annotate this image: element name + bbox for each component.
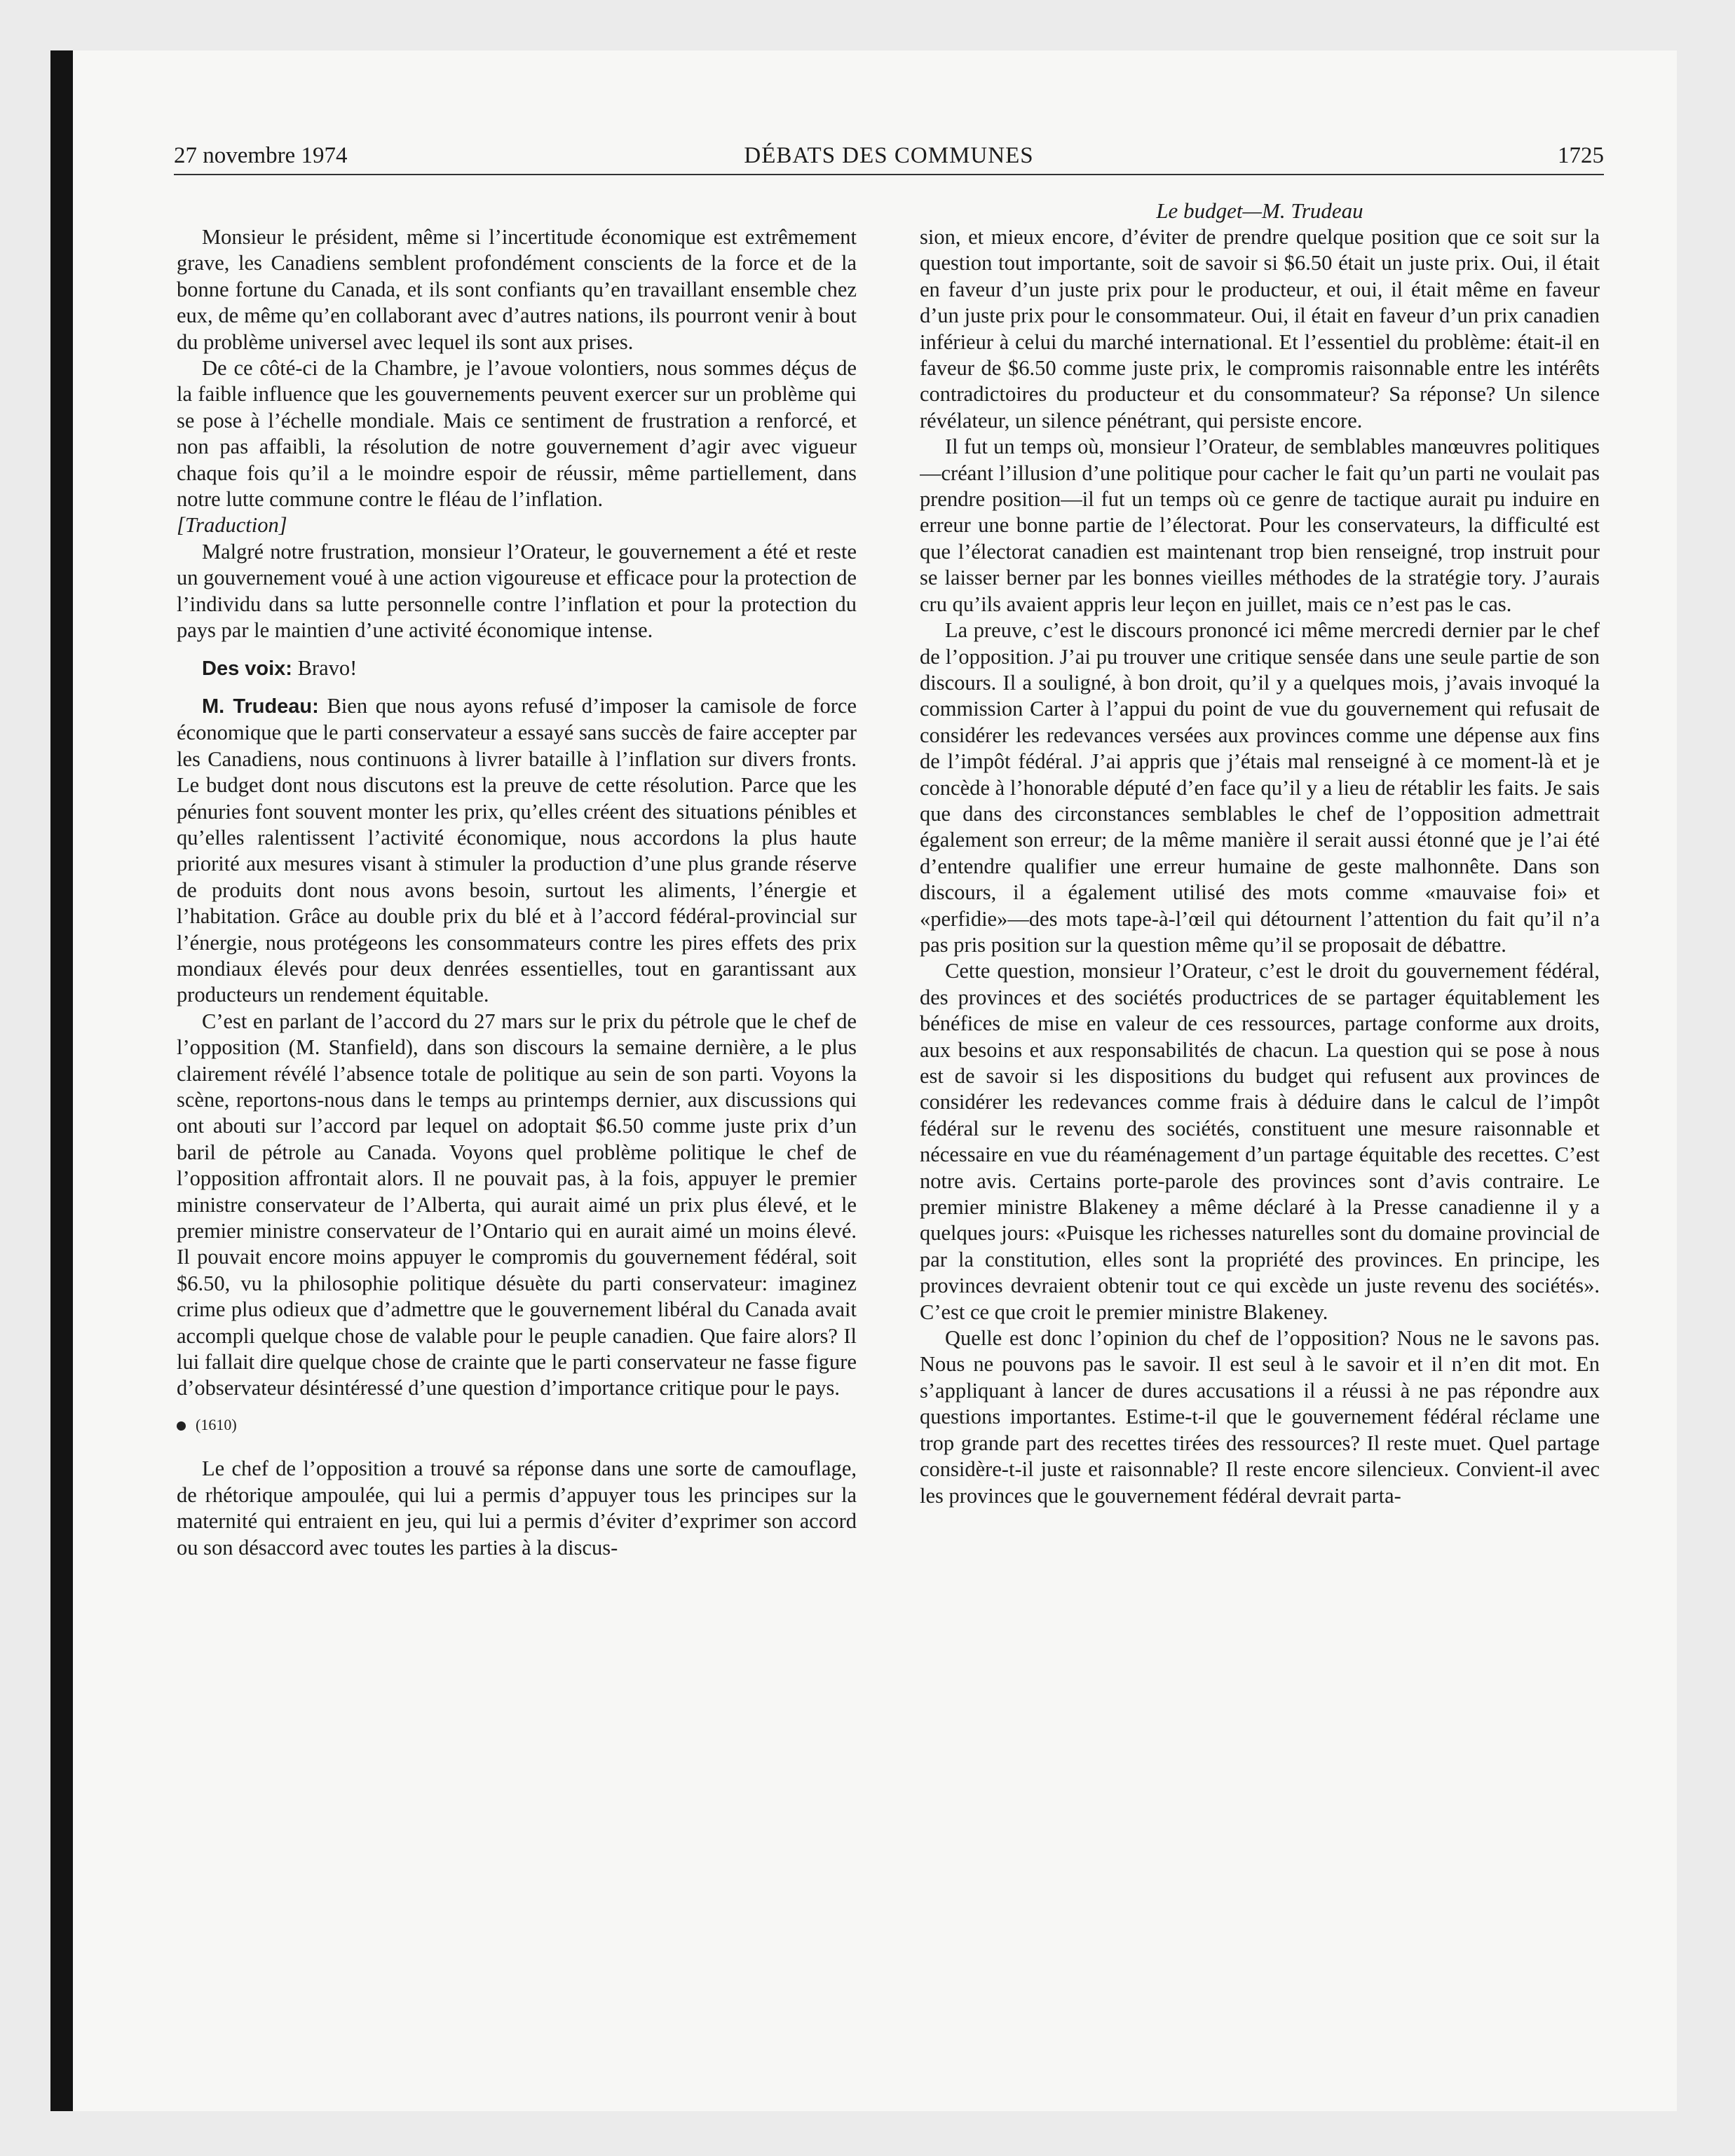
speech-paragraph (177, 693, 857, 1009)
header-title: DÉBATS DES COMMUNES (744, 143, 1034, 168)
interjection (177, 655, 857, 682)
paragraph: Malgré notre frustration, monsieur l’Orateur, le gouvernement a été et reste un gouvernement voué à une action vigoureuse et efficace pour la protection de l’individu dans sa lutte personnelle contre l’inflation et pour la protection du pays par le maintien d’une activité économique intense. (177, 539, 857, 643)
header-date: 27 novembre 1974 (174, 143, 348, 168)
paragraph: De ce côté-ci de la Chambre, je l’avoue volontiers, nous sommes déçus de la faible influence que les gouvernements peuvent exercer sur un problème qui se pose à l’échelle mondiale. Mais ce sentiment de frustration a renforcé, et non pas affaibli, la résolution de notre gouvernement d’agir avec vigueur chaque fois qu’il a le moindre espoir de réussir, même partiellement, dans notre lutte commune contre le fléau de l’inflation. (177, 356, 857, 512)
paragraph: Monsieur le président, même si l’incertitude économique est extrêmement grave, les Canadiens semblent profondément conscients de la force et de la bonne fortune du Canada, et ils sont confiants qu’en travaillant ensemble chez eux, de même qu’en collaborant avec d’autres nations, ils pourront venir à bout du problème universel avec lequel ils sont aux prises. (177, 225, 857, 354)
paragraph: Cette question, monsieur l’Orateur, c’est le droit du gouvernement fédéral, des provinces et des sociétés productrices de se partager équitablement les bénéfices de mise en valeur de ces ressources, partage conforme aux droits, aux besoins et aux responsabilités de chacun. La question qui se pose à nous est de savoir si les dispositions du budget qui refusent aux provinces de considérer les redevances comme frais à déduire dans le calcul de l’impôt fédéral sur le revenu des sociétés, constituent une mesure raisonnable et nécessaire en vue du réaménagement d’un partage équitable des recettes. C’est notre avis. Certains porte-parole des provinces sont d’avis contraire. Le premier ministre Blakeney a même déclaré à la Presse canadienne il y a quelques jours: «Puisque les richesses naturelles sont du domaine provincial de par la constitution, elles sont la propriété des provinces. En principe, les provinces devraient obtenir tout ce qui excède un juste revenu des sociétés». C’est ce que croit le premier ministre Blakeney. (920, 959, 1600, 1324)
running-header (174, 137, 1604, 175)
interjection-text: Bravo! (297, 655, 358, 680)
binding-edge (50, 50, 73, 2111)
time-marker-text: (1610) (196, 1415, 237, 1433)
page-number: 1725 (1558, 143, 1604, 168)
paragraph: Quelle est donc l’opinion du chef de l’opposition? Nous ne le savons pas. Nous ne pouvons pas le savoir. Il est seul à le savoir et il n’en dit mot. En s’appliquant à lancer de dures accusations il a réussi à ne pas répondre aux questions importantes. Estime-t-il que le gouvernement fédéral réclame une trop grande part des recettes tirées des ressources? Il reste muet. Quel partage considère-t-il juste et raisonnable? Il reste encore silencieux. Convient-il avec les provinces que le gouvernement fédéral devrait parta- (920, 1326, 1600, 1508)
paragraph: Il fut un temps où, monsieur l’Orateur, de semblables manœuvres politiques—créant l’illusion d’une politique pour cacher le fait qu’un parti ne voulait pas prendre position—il fut un temps où ce genre de tactique aurait pu induire en erreur une bonne partie de l’électorat. Pour les conservateurs, la difficulté est que l’électorat canadien est maintenant trop bien renseigné, trop instruit pour se laisser berner par les bonnes vieilles méthodes de la stratégie tory. J’aurais cru qu’ils avaient appris leur leçon en juillet, mais ce n’est pas le cas. (920, 435, 1600, 616)
paragraph: sion, et mieux encore, d’éviter de prendre quelque position que ce soit sur la question tout importante, soit de savoir si $6.50 était un juste prix. Oui, il était en faveur d’un juste prix pour le producteur, et oui, il était même en faveur d’un juste prix pour le consommateur. Oui, il était en faveur d’un prix canadien inférieur à celui du marché international. Et l’essentiel du problème: était-il en faveur de $6.50 comme juste prix, le compromis raisonnable entre les intérêts contradictoires du producteur et du consommateur? Sa réponse? Un silence révélateur, un silence pénétrant, qui persiste encore. (920, 225, 1600, 432)
right-column (920, 224, 1600, 2047)
translation-tag: [Traduction] (177, 513, 287, 538)
speech-text: Bien que nous ayons refusé d’imposer la camisole de force économique que le parti conservateur a essayé sans succès de faire accepter par les Canadiens, nous continuons à livrer bataille à l’inflation sur divers fronts. Le budget dont nous discutons est la preuve de cette résolution. Parce que les pénuries font souvent monter les prix, qu’elles créent des situations pénibles et qu’elles ralentissent l’activité économique, nous accordons la plus haute priorité aux mesures visant à stimuler la production d’une plus grande réserve de produits dont nous avons besoin, surtout les aliments, l’énergie et l’habitation. Grâce au double prix du blé et à l’accord fédéral-provincial sur l’énergie, nous protégeons les consommateurs contre les pires effets des prix mondiaux élevés pour deux denrées essentielles, tout en garantissant aux producteurs un rendement équitable. (177, 693, 857, 1007)
speaker-label: M. Trudeau: (202, 695, 319, 718)
paragraph: C’est en parlant de l’accord du 27 mars sur le prix du pétrole que le chef de l’opposition (M. Stanfield), dans son discours la semaine dernière, a le plus clairement révélé l’absence totale de politique au sein de son parti. Voyons la scène, reportons-nous dans le temps au printemps dernier, aux discussions qui ont abouti sur l’accord par lequel on adoptait $6.50 comme juste prix d’un baril de pétrole au Canada. Voyons quel problème politique le chef de l’opposition affrontait alors. Il ne pouvait pas, à la fois, appuyer le premier ministre conservateur de l’Alberta, qui aurait aimé un prix plus élevé, et le premier ministre conservateur de l’Ontario qui en aurait aimé un moins élevé. Il pouvait encore moins appuyer le compromis du gouvernement fédéral, soit $6.50, vu la philosophie politique désuète du parti conservateur: imaginez crime plus odieux que d’admettre que le gouvernement libéral du Canada avait accompli quelque chose de valable pour le peuple canadien. Que faire alors? Il lui fallait dire quelque chose de crainte que le parti conservateur ne fasse figure d’observateur désintéressé d’une question d’importance critique pour le pays. (177, 1009, 857, 1400)
time-marker (177, 1412, 857, 1438)
paragraph: Le chef de l’opposition a trouvé sa réponse dans une sorte de camouflage, de rhétorique ampoulée, qui lui a permis d’appuyer tous les principes sur la maternité qui entraient en jeu, qui lui a permis d’éviter d’exprimer son accord ou son désaccord avec toutes les parties à la discus- (177, 1456, 857, 1560)
speaker-label: Des voix: (202, 657, 292, 680)
left-column (177, 224, 857, 2047)
right-running-head: Le budget—M. Trudeau (1156, 198, 1363, 223)
bullet-icon (177, 1421, 186, 1431)
paragraph: La preuve, c’est le discours prononcé ici même mercredi dernier par le chef de l’opposition. J’ai pu trouver une critique sensée dans une seule partie de son discours. Il a souligné, à bon droit, qu’il y a quelques mois, j’avais invoqué la commission Carter à l’appui du point de vue du gouvernement qui refusait de considérer les redevances versées aux provinces comme une dépense aux fins de l’impôt fédéral. J’ai appris que j’étais mal renseigné à ce moment-là et je concède à l’honorable député d’en face qu’il y a lieu de rétablir les faits. Je sais que dans des circonstances semblables le chef de l’opposition admettrait également son erreur; de la même manière il serait aussi étonné que je l’ai été d’entendre qualifier une erreur humaine de geste malhonnête. Dans son discours, il a également utilisé des mots comme «mauvaise foi» et «perfidie»—des mots tape-à-l’œil qui détournent l’attention du fait qu’il n’a pas pris position sur la question même qu’il se proposait de débattre. (920, 618, 1600, 957)
